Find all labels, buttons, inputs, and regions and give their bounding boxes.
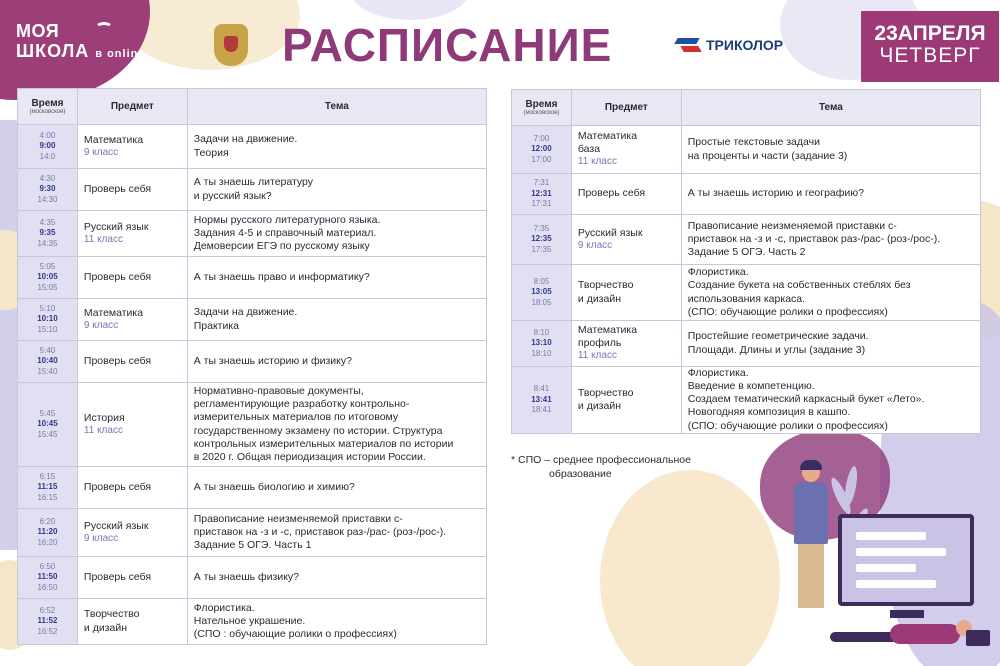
date-badge: [861, 11, 999, 82]
table-row: [18, 383, 487, 467]
topic-cell: А ты знаешь литературу и русский язык?: [187, 169, 486, 211]
time-local-early: 7:00: [533, 133, 550, 143]
subject-grade: 9 класс: [83, 146, 119, 158]
subject-name: История: [83, 411, 125, 424]
time-local-early: 4:35: [39, 217, 56, 227]
topic-cell: Правописание неизменяемой приставки с- приставок на -з и -с, приставок раз-/рас- (роз-/рос-). Задание 5 ОГЭ. Часть 1: [187, 509, 486, 557]
time-cell: [512, 367, 572, 434]
subject-cell: [77, 467, 187, 509]
table-row: [512, 367, 981, 434]
time-cell: [512, 174, 572, 215]
subject-grade: 9 класс: [577, 239, 613, 251]
subject-name: Математика база: [577, 130, 638, 156]
time-local-early: 7:35: [533, 223, 550, 233]
footnote: [511, 454, 691, 481]
subject-name: Проверь себя: [83, 570, 152, 583]
date-day: 23АПРЕЛЯ: [874, 22, 986, 45]
background-blob: [350, 0, 470, 20]
time-cell: [512, 126, 572, 174]
subject-name: Русский язык: [577, 226, 643, 239]
schedule-table-left: [17, 88, 487, 645]
table-header-row: [512, 90, 981, 126]
time-cell: [18, 299, 78, 341]
table-row: [18, 557, 487, 599]
time-moscow: 10:40: [37, 356, 58, 366]
subject-name: Проверь себя: [83, 480, 152, 493]
subject-name: Проверь себя: [83, 182, 152, 195]
time-moscow: 10:05: [37, 272, 58, 282]
subject-cell: [77, 169, 187, 211]
time-local-early: 8:05: [533, 276, 550, 286]
subject-name: Математика: [83, 133, 144, 146]
time-moscow: 13:41: [531, 394, 552, 404]
table-header-row: [18, 89, 487, 125]
time-local-early: 5:10: [39, 303, 56, 313]
page-title: РАСПИСАНИЕ: [282, 19, 613, 71]
time-moscow: 12:35: [531, 234, 552, 244]
subject-name: Творчество и дизайн: [83, 608, 140, 634]
time-local-late: 18:10: [531, 348, 552, 358]
table-row: [512, 126, 981, 174]
subject-cell: [77, 557, 187, 599]
time-local-late: 15:05: [37, 282, 58, 292]
subject-cell: [77, 383, 187, 467]
monitor-icon: [838, 514, 974, 606]
topic-cell: Задачи на движение. Теория: [187, 125, 486, 169]
time-cell: [512, 265, 572, 321]
col-header-time: [512, 90, 572, 126]
topic-cell: Флористика. Нательное украшение. (СПО : обучающие ролики о профессиях): [187, 599, 486, 645]
table-row: [18, 599, 487, 645]
time-local-early: 7:31: [533, 178, 550, 188]
subject-name: Русский язык: [83, 220, 149, 233]
topic-cell: Флористика. Введение в компетенцию. Создаем тематический каркасный букет «Лето». Новогодняя композиция в кашпо. (СПО: обучающие ролики о профессиях): [681, 367, 980, 434]
table-row: [512, 321, 981, 367]
subject-cell: [571, 367, 681, 434]
time-local-late: 18:05: [531, 297, 552, 307]
subject-name: Творчество и дизайн: [577, 279, 634, 305]
time-local-late: 15:45: [37, 429, 58, 439]
time-local-late: 17:00: [531, 154, 552, 164]
subject-name: Русский язык: [83, 519, 149, 532]
partner-logo: [676, 36, 783, 54]
subject-cell: [77, 299, 187, 341]
time-cell: [18, 467, 78, 509]
subject-cell: [571, 265, 681, 321]
time-moscow: 13:05: [531, 287, 552, 297]
col-header-topic: Тема: [681, 90, 980, 126]
time-moscow: 11:52: [37, 616, 58, 626]
table-row: [18, 299, 487, 341]
time-cell: [18, 211, 78, 257]
time-local-early: 8:10: [533, 327, 550, 337]
col-header-time-label: Время: [525, 99, 558, 110]
subject-name: Математика: [83, 306, 144, 319]
time-local-late: 16:20: [37, 537, 58, 547]
table-row: [18, 509, 487, 557]
time-cell: [18, 125, 78, 169]
time-local-early: 4:30: [39, 173, 56, 183]
subject-cell: [77, 509, 187, 557]
topic-cell: Задачи на движение. Практика: [187, 299, 486, 341]
logo-line2: ШКОЛА: [16, 41, 90, 61]
time-moscow: 13:10: [531, 338, 552, 348]
schedule-table-right: [511, 89, 981, 434]
time-cell: [18, 341, 78, 383]
subject-grade: 11 класс: [83, 424, 123, 436]
topic-cell: Нормы русского литературного языка. Задания 4-5 и справочный материал. Демоверсии ЕГЭ по русскому языку: [187, 211, 486, 257]
time-local-late: 14:30: [37, 194, 58, 204]
time-local-late: 14:35: [37, 238, 58, 248]
subject-name: Творчество и дизайн: [577, 386, 634, 412]
schedule-body-left: [18, 125, 487, 645]
table-row: [512, 174, 981, 215]
moya-shkola-logo: [16, 22, 145, 60]
table-row: [512, 265, 981, 321]
time-moscow: 9:00: [39, 141, 56, 151]
time-moscow: 12:00: [531, 144, 552, 154]
decorative-illustration: [760, 460, 1000, 666]
time-cell: [18, 557, 78, 599]
time-cell: [18, 599, 78, 645]
logo-line1: МОЯ: [16, 21, 60, 41]
wifi-icon: [95, 22, 113, 34]
standing-person-figure: [788, 460, 834, 610]
subject-cell: [571, 126, 681, 174]
logo-suffix: в online: [95, 48, 146, 60]
subject-grade: 11 класс: [577, 156, 617, 168]
time-moscow: 9:35: [39, 228, 56, 238]
topic-cell: Правописание неизменяемой приставки с- приставок на -з и -с, приставок раз-/рас- (роз-/рос-). Задание 5 ОГЭ. Часть 2: [681, 215, 980, 265]
tricolor-icon: [676, 36, 702, 54]
topic-cell: А ты знаешь биологию и химию?: [187, 467, 486, 509]
subject-cell: [77, 211, 187, 257]
laptop-icon: [966, 630, 990, 646]
subject-grade: 11 класс: [83, 233, 123, 245]
subject-grade: 9 класс: [83, 532, 119, 544]
time-cell: [18, 169, 78, 211]
subject-name: Проверь себя: [83, 354, 152, 367]
time-moscow: 12:31: [531, 188, 552, 198]
table-row: [18, 341, 487, 383]
table-row: [18, 211, 487, 257]
partner-name: ТРИКОЛОР: [706, 37, 784, 53]
subject-cell: [571, 174, 681, 215]
time-local-late: 15:40: [37, 366, 58, 376]
topic-cell: Нормативно-правовые документы, регламентирующие разработку контрольно- измерительных материалов по итоговому государственному экзамену по истории. Структура контрольных измерительных материалов по истории в 2020 г. Общая периодизация истории России.: [187, 383, 486, 467]
col-header-time-label: Время: [31, 98, 64, 109]
topic-cell: Простейшие геометрические задачи. Площади. Длины и углы (задание 3): [681, 321, 980, 367]
subject-name: Математика профиль: [577, 324, 638, 350]
col-header-time-sub: (московское): [523, 110, 560, 116]
subject-grade: 9 класс: [83, 319, 119, 331]
time-cell: [18, 383, 78, 467]
time-local-early: 4:00: [39, 130, 56, 140]
time-cell: [18, 257, 78, 299]
time-cell: [512, 321, 572, 367]
table-row: [512, 215, 981, 265]
topic-cell: А ты знаешь физику?: [187, 557, 486, 599]
time-cell: [512, 215, 572, 265]
subject-cell: [77, 257, 187, 299]
time-local-late: 16:52: [37, 626, 58, 636]
time-local-early: 6:50: [39, 561, 56, 571]
time-local-early: 6:20: [39, 516, 56, 526]
time-moscow: 9:30: [39, 184, 56, 194]
subject-grade: 11 класс: [577, 350, 617, 362]
footnote-line1: * СПО – среднее профессиональное: [511, 454, 691, 466]
footnote-line2: образование: [549, 467, 612, 480]
time-local-late: 17:35: [531, 244, 552, 254]
time-moscow: 11:50: [37, 572, 58, 582]
subject-cell: [77, 599, 187, 645]
col-header-subject: Предмет: [571, 90, 681, 126]
table-row: [18, 125, 487, 169]
time-local-early: 6:52: [39, 605, 56, 615]
topic-cell: Флористика. Создание букета на собственных стеблях без использования каркаса. (СПО: обучающие ролики о профессиях): [681, 265, 980, 321]
time-local-late: 17:31: [531, 199, 552, 209]
time-local-early: 5:45: [39, 408, 56, 418]
time-local-late: 16:15: [37, 492, 58, 502]
time-moscow: 11:20: [37, 527, 58, 537]
background-blob: [600, 470, 780, 666]
time-local-early: 5:40: [39, 345, 56, 355]
ministry-emblem-icon: [214, 24, 248, 66]
topic-cell: А ты знаешь историю и физику?: [187, 341, 486, 383]
col-header-time: [18, 89, 78, 125]
time-cell: [18, 509, 78, 557]
topic-cell: Простые текстовые задачи на проценты и части (задание 3): [681, 126, 980, 174]
subject-name: Проверь себя: [577, 187, 646, 200]
time-local-late: 14:0: [39, 151, 56, 161]
time-local-early: 6:15: [39, 471, 56, 481]
schedule-body-right: [512, 126, 981, 434]
time-local-early: 5:05: [39, 261, 56, 271]
topic-cell: А ты знаешь право и информатику?: [187, 257, 486, 299]
subject-cell: [571, 215, 681, 265]
table-row: [18, 257, 487, 299]
time-moscow: 10:45: [37, 419, 58, 429]
lying-person-figure: [820, 620, 970, 646]
time-local-early: 8:41: [533, 384, 550, 394]
date-weekday: ЧЕТВЕРГ: [879, 44, 981, 68]
table-row: [18, 169, 487, 211]
monitor-stand: [890, 610, 924, 618]
time-local-late: 16:50: [37, 582, 58, 592]
col-header-subject: Предмет: [77, 89, 187, 125]
time-local-late: 18:41: [531, 405, 552, 414]
table-row: [18, 467, 487, 509]
subject-name: Проверь себя: [83, 270, 152, 283]
time-local-late: 15:10: [37, 324, 58, 334]
col-header-topic: Тема: [187, 89, 486, 125]
time-moscow: 10:10: [37, 314, 58, 324]
subject-cell: [571, 321, 681, 367]
subject-cell: [77, 125, 187, 169]
time-moscow: 11:15: [37, 482, 58, 492]
col-header-time-sub: (московское): [29, 109, 66, 115]
topic-cell: А ты знаешь историю и географию?: [681, 174, 980, 215]
subject-cell: [77, 341, 187, 383]
